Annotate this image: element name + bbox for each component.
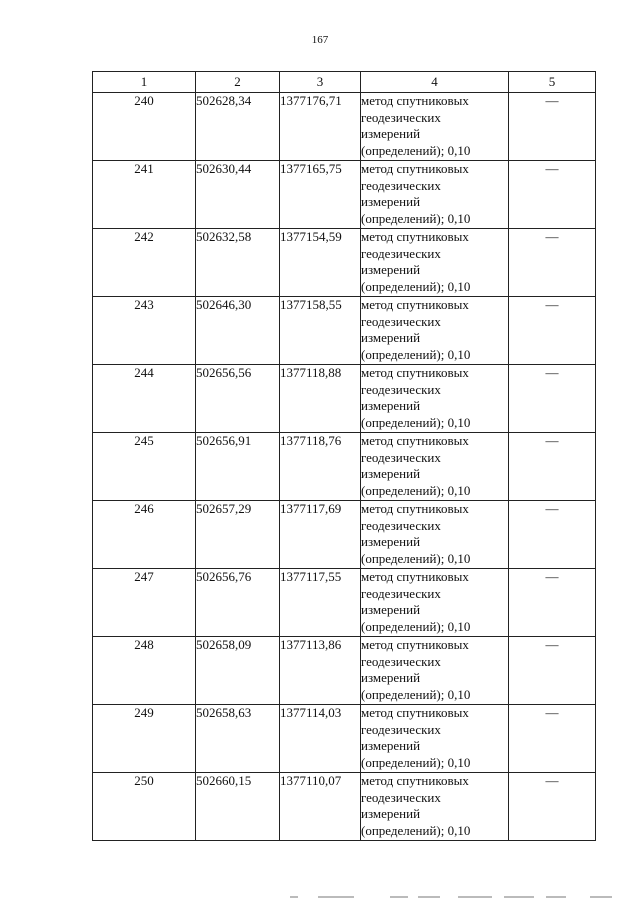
method-line: геодезических — [361, 245, 441, 261]
point-number-cell: 249 — [93, 705, 196, 773]
method-line: измерений — [361, 262, 421, 277]
point-number-cell: 248 — [93, 637, 196, 705]
column-5-cell: — — [509, 365, 596, 433]
column-5-cell: — — [509, 501, 596, 569]
method-line: (определений); 0,10 — [361, 414, 471, 430]
table-row — [93, 637, 596, 705]
y-coordinate-cell: 1377154,59 — [280, 229, 361, 297]
x-coordinate-cell: 502660,15 — [196, 773, 280, 841]
column-5-cell: — — [509, 637, 596, 705]
table-row — [93, 365, 596, 433]
x-coordinate-cell: 502632,58 — [196, 229, 280, 297]
method-line: геодезических — [361, 381, 441, 397]
method-cell — [361, 229, 509, 297]
method-line: метод спутниковых — [361, 705, 469, 720]
column-5-cell: — — [509, 297, 596, 365]
method-line: (определений); 0,10 — [361, 278, 471, 294]
method-cell — [361, 569, 509, 637]
method-line: геодезических — [361, 585, 441, 601]
point-number-cell: 241 — [93, 161, 196, 229]
method-line: измерений — [361, 806, 421, 821]
y-coordinate-cell: 1377117,55 — [280, 569, 361, 637]
header-col-4: 4 — [361, 72, 509, 93]
method-line: измерений — [361, 602, 421, 617]
method-line: геодезических — [361, 109, 441, 125]
method-line: метод спутниковых — [361, 93, 469, 108]
x-coordinate-cell: 502630,44 — [196, 161, 280, 229]
coordinates-table — [92, 71, 596, 841]
y-coordinate-cell: 1377114,03 — [280, 705, 361, 773]
point-number-cell: 240 — [93, 93, 196, 161]
column-5-cell: — — [509, 433, 596, 501]
point-number-cell: 247 — [93, 569, 196, 637]
method-line: метод спутниковых — [361, 161, 469, 176]
method-line: измерений — [361, 534, 421, 549]
method-line: измерений — [361, 738, 421, 753]
method-line: метод спутниковых — [361, 501, 469, 516]
method-line: метод спутниковых — [361, 365, 469, 380]
table-row — [93, 501, 596, 569]
method-line: метод спутниковых — [361, 637, 469, 652]
x-coordinate-cell: 502656,91 — [196, 433, 280, 501]
method-line: измерений — [361, 466, 421, 481]
method-cell — [361, 637, 509, 705]
method-line: (определений); 0,10 — [361, 210, 471, 226]
table-row — [93, 433, 596, 501]
method-cell — [361, 501, 509, 569]
column-5-cell: — — [509, 705, 596, 773]
method-cell — [361, 297, 509, 365]
x-coordinate-cell: 502656,56 — [196, 365, 280, 433]
y-coordinate-cell: 1377176,71 — [280, 93, 361, 161]
column-5-cell: — — [509, 161, 596, 229]
method-line: метод спутниковых — [361, 569, 469, 584]
table-row — [93, 705, 596, 773]
method-cell — [361, 161, 509, 229]
point-number-cell: 246 — [93, 501, 196, 569]
method-line: геодезических — [361, 449, 441, 465]
column-5-cell: — — [509, 229, 596, 297]
y-coordinate-cell: 1377158,55 — [280, 297, 361, 365]
header-col-2: 2 — [196, 72, 280, 93]
method-line: (определений); 0,10 — [361, 346, 471, 362]
x-coordinate-cell: 502658,63 — [196, 705, 280, 773]
table-row — [93, 93, 596, 161]
point-number-cell: 244 — [93, 365, 196, 433]
header-col-1: 1 — [93, 72, 196, 93]
table-body — [93, 93, 596, 841]
method-cell — [361, 433, 509, 501]
method-line: измерений — [361, 398, 421, 413]
x-coordinate-cell: 502646,30 — [196, 297, 280, 365]
method-line: геодезических — [361, 313, 441, 329]
header-col-5: 5 — [509, 72, 596, 93]
table-row — [93, 773, 596, 841]
method-line: (определений); 0,10 — [361, 822, 471, 838]
y-coordinate-cell: 1377113,86 — [280, 637, 361, 705]
method-line: геодезических — [361, 789, 441, 805]
point-number-cell: 242 — [93, 229, 196, 297]
method-line: (определений); 0,10 — [361, 754, 471, 770]
method-cell — [361, 773, 509, 841]
method-line: метод спутниковых — [361, 773, 469, 788]
method-line: измерений — [361, 670, 421, 685]
method-line: метод спутниковых — [361, 229, 469, 244]
scan-artifact-marks — [290, 896, 620, 900]
table-header-row — [93, 72, 596, 93]
column-5-cell: — — [509, 773, 596, 841]
x-coordinate-cell: 502628,34 — [196, 93, 280, 161]
table-row — [93, 229, 596, 297]
method-line: (определений); 0,10 — [361, 686, 471, 702]
y-coordinate-cell: 1377118,76 — [280, 433, 361, 501]
method-line: метод спутниковых — [361, 297, 469, 312]
point-number-cell: 245 — [93, 433, 196, 501]
method-line: геодезических — [361, 517, 441, 533]
method-line: геодезических — [361, 177, 441, 193]
method-line: (определений); 0,10 — [361, 142, 471, 158]
method-line: измерений — [361, 194, 421, 209]
header-col-3: 3 — [280, 72, 361, 93]
x-coordinate-cell: 502657,29 — [196, 501, 280, 569]
method-line: геодезических — [361, 721, 441, 737]
method-line: (определений); 0,10 — [361, 482, 471, 498]
page-number: 167 — [311, 34, 329, 46]
method-cell — [361, 705, 509, 773]
table-row — [93, 297, 596, 365]
point-number-cell: 243 — [93, 297, 196, 365]
method-line: (определений); 0,10 — [361, 618, 471, 634]
method-line: метод спутниковых — [361, 433, 469, 448]
method-line: измерений — [361, 126, 421, 141]
x-coordinate-cell: 502658,09 — [196, 637, 280, 705]
table-row — [93, 569, 596, 637]
method-cell — [361, 365, 509, 433]
x-coordinate-cell: 502656,76 — [196, 569, 280, 637]
y-coordinate-cell: 1377165,75 — [280, 161, 361, 229]
table-row — [93, 161, 596, 229]
point-number-cell: 250 — [93, 773, 196, 841]
method-cell — [361, 93, 509, 161]
y-coordinate-cell: 1377110,07 — [280, 773, 361, 841]
method-line: (определений); 0,10 — [361, 550, 471, 566]
method-line: геодезических — [361, 653, 441, 669]
y-coordinate-cell: 1377117,69 — [280, 501, 361, 569]
column-5-cell: — — [509, 569, 596, 637]
method-line: измерений — [361, 330, 421, 345]
column-5-cell: — — [509, 93, 596, 161]
y-coordinate-cell: 1377118,88 — [280, 365, 361, 433]
